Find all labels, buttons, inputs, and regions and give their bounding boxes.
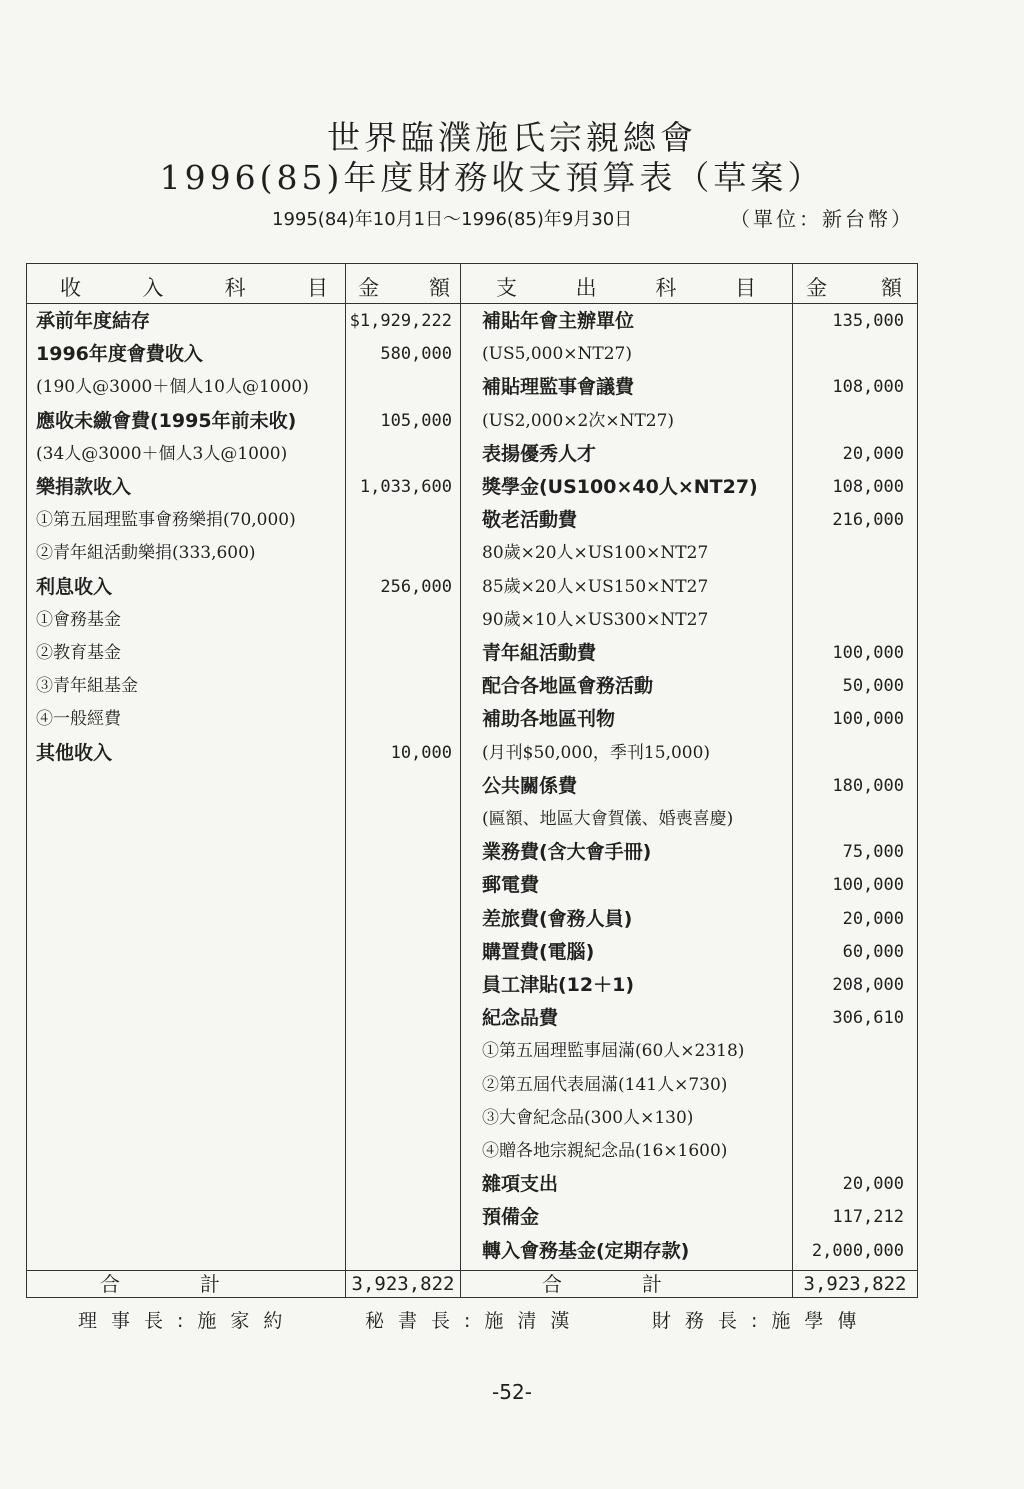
expense-item-label: 轉入會務基金(定期存款)	[482, 1239, 690, 1262]
currency-unit: （單位：新台幣）	[730, 207, 914, 231]
expense-item-label: 補貼年會主辦單位	[482, 310, 635, 332]
expense-item-label: (US2,000×2次×NT27)	[482, 410, 675, 431]
income-item-label: 1996年度會費收入	[36, 343, 203, 366]
income-item-label: ②教育基金	[36, 643, 121, 663]
expense-item-label: (匾額、地區大會賀儀、婚喪喜慶)	[482, 809, 734, 829]
expense-item-label: 紀念品費	[482, 1007, 559, 1030]
income-item-label: ①會務基金	[36, 609, 121, 630]
income-item-label: ④一般經費	[36, 709, 121, 730]
income-total-amount: 3,923,822	[351, 1273, 455, 1295]
income-total-label: 合 計	[100, 1272, 220, 1296]
expense-item-label: 配合各地區會務活動	[482, 675, 654, 698]
expense-item-label: 購置費(電腦)	[482, 940, 595, 963]
column-divider	[792, 263, 793, 1298]
expense-item-label: 90歲×10人×US300×NT27	[482, 609, 709, 630]
expense-item-label: ③大會紀念品(300人×130)	[482, 1107, 694, 1128]
income-item-label: (34人@3000＋個人3人@1000)	[36, 443, 288, 464]
expense-item-amount: 20,000	[842, 1174, 904, 1195]
header-amount-left: 金 額	[358, 276, 450, 300]
income-item-label: ③青年組基金	[36, 676, 138, 697]
expense-item-label: 雜項支出	[482, 1173, 559, 1196]
expense-item-amount: 135,000	[832, 311, 904, 331]
expense-item-label: 獎學金(US100×40人×NT27)	[482, 476, 758, 498]
expense-item-amount: 100,000	[832, 709, 904, 730]
header-expense-subject: 支 出 科 目	[496, 276, 756, 300]
income-item-amount: $1,929,222	[349, 311, 452, 331]
expense-item-label: 補助各地區刊物	[482, 708, 616, 731]
income-item-amount: 580,000	[380, 344, 452, 365]
expense-total-amount: 3,923,822	[803, 1273, 907, 1295]
expense-item-amount: 2,000,000	[811, 1240, 904, 1261]
header-divider	[26, 303, 918, 304]
expense-item-amount: 306,610	[832, 1008, 904, 1029]
income-item-label: 其他收入	[36, 741, 113, 764]
expense-item-amount: 50,000	[842, 676, 904, 697]
income-item-label: ②青年組活動樂捐(333,600)	[36, 543, 256, 564]
organization-title: 世界臨濮施氏宗親總會	[327, 118, 697, 157]
expense-item-label: 公共關係費	[482, 774, 578, 797]
fiscal-period: 1995(84)年10月1日～1996(85)年9月30日	[272, 209, 633, 230]
expense-item-label: (月刊$50,000，季刊15,000)	[482, 742, 711, 763]
income-item-label: 應收未繳會費(1995年前未收)	[36, 409, 297, 432]
income-item-label: 利息收入	[36, 575, 113, 598]
page-number: -52-	[492, 1380, 532, 1404]
expense-item-amount: 117,212	[832, 1207, 904, 1228]
expense-item-amount: 180,000	[832, 775, 904, 796]
income-item-amount: 256,000	[380, 576, 452, 597]
chairman-signature: 理事長:施家約	[78, 1310, 297, 1332]
income-item-amount: 105,000	[380, 410, 452, 431]
expense-item-label: ①第五屆理監事屆滿(60人×2318)	[482, 1041, 745, 1062]
expense-item-label: 表揚優秀人才	[482, 442, 597, 465]
expense-item-label: 差旅費(會務人員)	[482, 907, 633, 930]
column-divider	[460, 263, 461, 1298]
report-title: 1996(85)年度財務收支預算表（草案）	[159, 158, 825, 197]
expense-item-amount: 208,000	[832, 975, 904, 995]
expense-item-amount: 20,000	[842, 443, 904, 464]
expense-item-label: 預備金	[482, 1206, 540, 1229]
header-amount-right: 金 額	[806, 276, 902, 300]
expense-item-label: 敬老活動費	[482, 509, 578, 532]
expense-item-amount: 108,000	[832, 477, 904, 497]
expense-item-amount: 100,000	[832, 875, 904, 896]
expense-item-amount: 216,000	[832, 510, 904, 531]
income-item-amount: 10,000	[390, 742, 452, 763]
expense-item-amount: 100,000	[832, 643, 904, 663]
expense-item-label: 郵電費	[482, 874, 540, 897]
expense-item-label: (US5,000×NT27)	[482, 344, 632, 365]
expense-item-amount: 20,000	[842, 908, 904, 929]
expense-item-label: 業務費(含大會手冊)	[482, 841, 652, 864]
income-item-label: (190人@3000＋個人10人@1000)	[36, 377, 309, 398]
expense-item-amount: 108,000	[832, 377, 904, 398]
expense-item-label: ④贈各地宗親紀念品(16×1600)	[482, 1141, 728, 1161]
income-item-label: 承前年度結存	[36, 310, 151, 332]
expense-item-amount: 60,000	[842, 941, 904, 962]
income-item-label: ①第五屆理監事會務樂捐(70,000)	[36, 510, 296, 531]
expense-item-amount: 75,000	[842, 842, 904, 863]
expense-item-label: ②第五屆代表屆滿(141人×730)	[482, 1074, 728, 1095]
expense-item-label: 補貼理監事會議費	[482, 376, 635, 399]
expense-item-label: 80歲×20人×US100×NT27	[482, 543, 709, 564]
income-item-label: 樂捐款收入	[36, 476, 132, 498]
expense-total-label: 合 計	[542, 1272, 662, 1296]
treasurer-signature: 財務長:施學傳	[652, 1310, 871, 1332]
expense-item-label: 員工津貼(12＋1)	[482, 974, 635, 996]
expense-item-label: 85歲×20人×US150×NT27	[482, 576, 709, 597]
header-income-subject: 收 入 科 目	[60, 276, 328, 300]
secretary-signature: 秘書長:施清漢	[365, 1310, 584, 1332]
expense-item-label: 青年組活動費	[482, 642, 597, 664]
income-item-amount: 1,033,600	[359, 477, 452, 497]
